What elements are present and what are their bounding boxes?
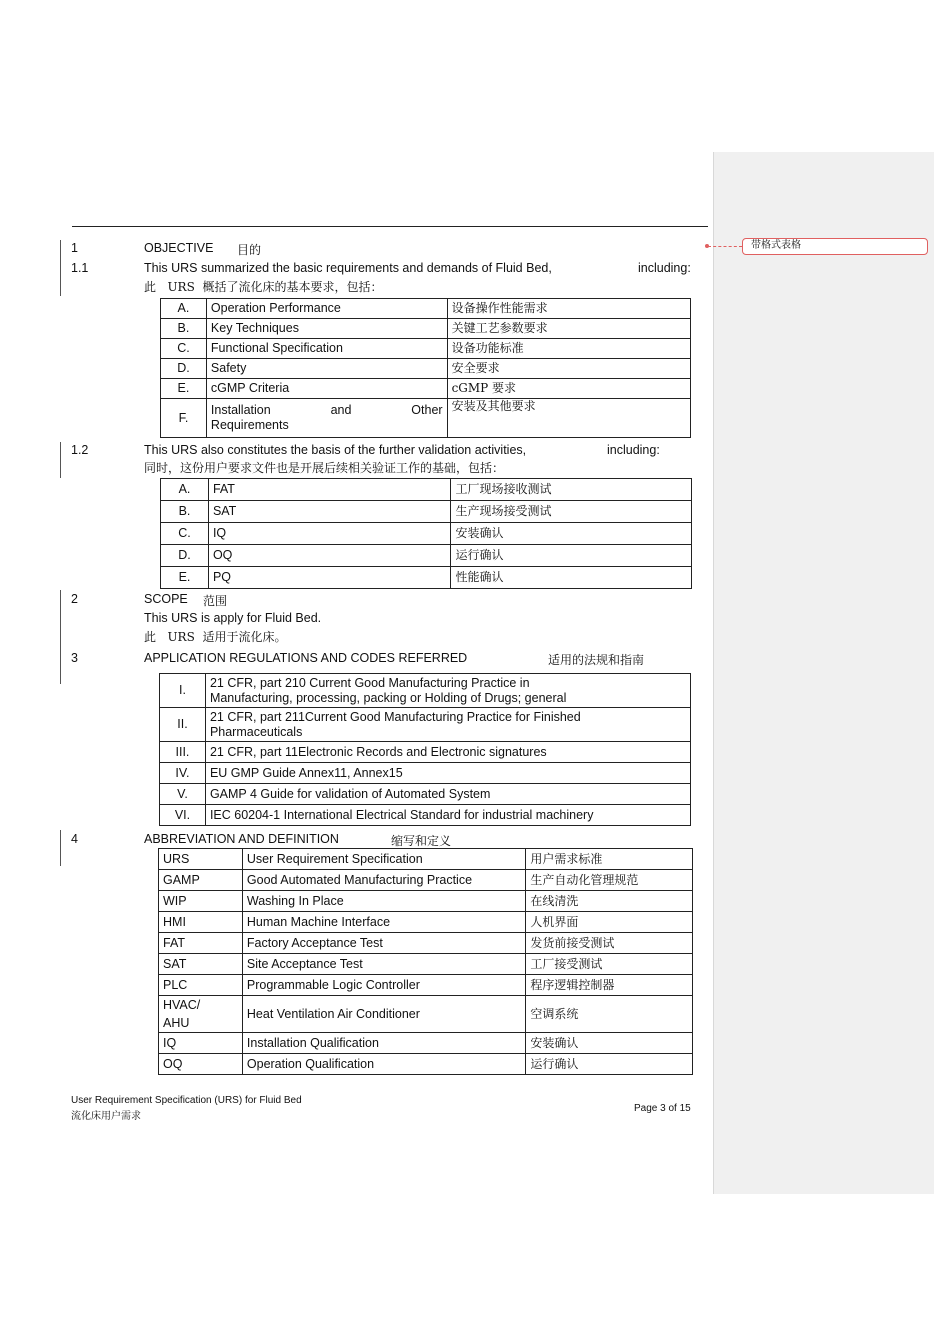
- table-row: [161, 399, 691, 438]
- row-english: cGMP Criteria: [206, 379, 447, 399]
- row-chinese: 设备操作性能需求: [447, 299, 690, 319]
- word: and: [330, 403, 352, 417]
- table-row: [161, 523, 692, 545]
- section-title: APPLICATION REGULATIONS AND CODES REFERRED: [144, 651, 468, 665]
- row-definition: Washing In Place: [242, 891, 525, 912]
- row-chinese: 程序逻辑控制器: [526, 975, 693, 996]
- row-definition: Human Machine Interface: [242, 912, 525, 933]
- paragraph-text-end: including:: [607, 443, 660, 457]
- table-row: [161, 567, 692, 589]
- table-row: [160, 763, 691, 784]
- table-row: [159, 1054, 693, 1075]
- page-number: Page 3 of 15: [634, 1103, 691, 1114]
- row-letter: B.: [161, 501, 209, 523]
- row-abbreviation: WIP: [159, 891, 243, 912]
- change-bar: [60, 240, 61, 296]
- row-letter: D.: [161, 545, 209, 567]
- table-row: [161, 379, 691, 399]
- row-chinese: 关键工艺参数要求: [447, 319, 690, 339]
- table-row: [160, 742, 691, 763]
- row-english: Safety: [206, 359, 447, 379]
- row-chinese: 生产自动化管理规范: [526, 870, 693, 891]
- table-row: [160, 784, 691, 805]
- row-roman: IV.: [160, 763, 206, 784]
- row-abbreviation: OQ: [159, 1054, 243, 1075]
- word: Other: [411, 403, 443, 417]
- row-abbreviation: HMI: [159, 912, 243, 933]
- paragraph-text-cn: 此 URS 概括了流化床的基本要求，包括：: [144, 280, 383, 294]
- table-row: [161, 501, 692, 523]
- row-text: [205, 742, 690, 763]
- validation-table: [160, 478, 692, 589]
- row-chinese: 生产现场接受测试: [451, 501, 692, 523]
- row-abbreviation: PLC: [159, 975, 243, 996]
- row-roman: III.: [160, 742, 206, 763]
- comment-connector: [708, 246, 742, 247]
- row-english: PQ: [208, 567, 451, 589]
- row-letter: C.: [161, 523, 209, 545]
- row-chinese: 空调系统: [526, 996, 693, 1033]
- section-title-cn: 适用的法规和指南: [548, 653, 645, 667]
- row-chinese: 工厂接受测试: [526, 954, 693, 975]
- paragraph-text: This URS also constitutes the basis of the further validation activities,: [144, 443, 527, 457]
- row-english: IQ: [208, 523, 451, 545]
- row-chinese: 运行确认: [526, 1054, 693, 1075]
- row-chinese: 在线清洗: [526, 891, 693, 912]
- section-number: 2: [71, 592, 78, 606]
- row-letter: E.: [161, 567, 209, 589]
- row-definition: Factory Acceptance Test: [242, 933, 525, 954]
- row-definition: Good Automated Manufacturing Practice: [242, 870, 525, 891]
- comment-margin: [713, 152, 934, 1194]
- row-roman: I.: [160, 674, 206, 708]
- row-text-line: Manufacturing, processing, packing or Holding of Drugs; general: [209, 690, 567, 705]
- table-row: [161, 479, 692, 501]
- row-abbreviation: SAT: [159, 954, 243, 975]
- row-chinese: 性能确认: [451, 567, 692, 589]
- requirements-table: [160, 298, 691, 438]
- header-rule: [72, 226, 708, 227]
- row-chinese: 安全要求: [447, 359, 690, 379]
- section-title: SCOPE: [144, 592, 188, 606]
- section-number: 3: [71, 651, 78, 665]
- table-row: [161, 359, 691, 379]
- table-row: [159, 891, 693, 912]
- row-definition: User Requirement Specification: [242, 849, 525, 870]
- footer-title-cn: 流化床用户需求: [71, 1111, 141, 1122]
- row-definition: Heat Ventilation Air Conditioner: [242, 996, 525, 1033]
- row-chinese: 安装确认: [526, 1033, 693, 1054]
- row-text-line: 21 CFR, part 11Electronic Records and Electronic signatures: [209, 744, 547, 759]
- row-chinese: 设备功能标准: [447, 339, 690, 359]
- table-row: [159, 870, 693, 891]
- section-title: ABBREVIATION AND DEFINITION: [144, 832, 339, 846]
- row-text-line: 21 CFR, part 210 Current Good Manufacturing Practice in: [209, 675, 530, 690]
- word: Installation: [210, 403, 271, 417]
- row-english: FAT: [208, 479, 451, 501]
- row-text: [205, 708, 690, 742]
- row-definition: Programmable Logic Controller: [242, 975, 525, 996]
- paragraph-text-cn: 同时，这份用户要求文件也是开展后续相关验证工作的基础，包括：: [144, 461, 505, 475]
- row-text: [205, 763, 690, 784]
- row-chinese: 发货前接受测试: [526, 933, 693, 954]
- row-english: Functional Specification: [206, 339, 447, 359]
- row-letter: B.: [161, 319, 207, 339]
- comment-balloon[interactable]: 带格式表格: [742, 238, 928, 255]
- table-row: [161, 299, 691, 319]
- row-chinese: 人机界面: [526, 912, 693, 933]
- table-row: [161, 319, 691, 339]
- section-title: OBJECTIVE: [144, 241, 214, 255]
- row-roman: VI.: [160, 805, 206, 826]
- row-text-line: EU GMP Guide Annex11, Annex15: [209, 765, 403, 780]
- row-definition: Operation Qualification: [242, 1054, 525, 1075]
- section-title-cn: 目的: [237, 243, 262, 257]
- row-text: [205, 805, 690, 826]
- row-chinese: 用户需求标准: [526, 849, 693, 870]
- row-text: [205, 784, 690, 805]
- table-row: [159, 1033, 693, 1054]
- row-abbreviation: GAMP: [159, 870, 243, 891]
- subsection-number: 1.1: [71, 261, 89, 275]
- row-chinese: 安装确认: [451, 523, 692, 545]
- change-bar: [60, 830, 61, 866]
- table-row: [161, 339, 691, 359]
- row-letter: A.: [161, 479, 209, 501]
- row-letter: C.: [161, 339, 207, 359]
- row-english: SAT: [208, 501, 451, 523]
- change-bar: [60, 590, 61, 684]
- paragraph-text: This URS summarized the basic requirements and demands of Fluid Bed,: [144, 261, 552, 275]
- footer-title: User Requirement Specification (URS) for Fluid Bed: [71, 1095, 302, 1106]
- table-row: [159, 975, 693, 996]
- table-row: [159, 912, 693, 933]
- row-roman: V.: [160, 784, 206, 805]
- row-text-line: Pharmaceuticals: [209, 724, 303, 739]
- row-definition: Installation Qualification: [242, 1033, 525, 1054]
- table-row: [160, 708, 691, 742]
- table-row: [159, 996, 693, 1033]
- row-text-line: GAMP 4 Guide for validation of Automated System: [209, 786, 491, 801]
- row-letter: D.: [161, 359, 207, 379]
- table-row: [161, 545, 692, 567]
- word: Requirements: [210, 418, 289, 432]
- row-chinese: 安装及其他要求: [447, 399, 690, 438]
- row-abbreviation: FAT: [159, 933, 243, 954]
- row-letter: E.: [161, 379, 207, 399]
- row-text-line: 21 CFR, part 211Current Good Manufacturing Practice for Finished: [209, 709, 581, 724]
- paragraph-text-end: including:: [638, 261, 691, 275]
- row-letter: F.: [161, 399, 207, 438]
- row-definition: Site Acceptance Test: [242, 954, 525, 975]
- row-chinese: cGMP 要求: [447, 379, 690, 399]
- row-abbreviation: HVAC/ AHU: [159, 996, 243, 1033]
- abbreviation-table: [158, 848, 693, 1075]
- section-title-cn: 范围: [203, 594, 228, 608]
- row-chinese: 工厂现场接收测试: [451, 479, 692, 501]
- row-english: [206, 399, 447, 438]
- paragraph-text: This URS is apply for Fluid Bed.: [144, 611, 322, 625]
- table-row: [159, 954, 693, 975]
- row-letter: A.: [161, 299, 207, 319]
- table-row: [159, 849, 693, 870]
- row-english: Operation Performance: [206, 299, 447, 319]
- section-number: 4: [71, 832, 78, 846]
- row-chinese: 运行确认: [451, 545, 692, 567]
- section-title-cn: 缩写和定义: [391, 834, 452, 848]
- row-english: OQ: [208, 545, 451, 567]
- regulations-table: [159, 673, 691, 826]
- row-text: [205, 674, 690, 708]
- row-text-line: IEC 60204-1 International Electrical Standard for industrial machinery: [209, 807, 594, 822]
- change-bar: [60, 442, 61, 478]
- table-row: [160, 674, 691, 708]
- row-abbreviation: IQ: [159, 1033, 243, 1054]
- table-row: [160, 805, 691, 826]
- row-abbreviation: URS: [159, 849, 243, 870]
- table-row: [159, 933, 693, 954]
- row-english: Key Techniques: [206, 319, 447, 339]
- paragraph-text-cn: 此 URS 适用于流化床。: [144, 630, 287, 644]
- section-number: 1: [71, 241, 78, 255]
- subsection-number: 1.2: [71, 443, 89, 457]
- row-roman: II.: [160, 708, 206, 742]
